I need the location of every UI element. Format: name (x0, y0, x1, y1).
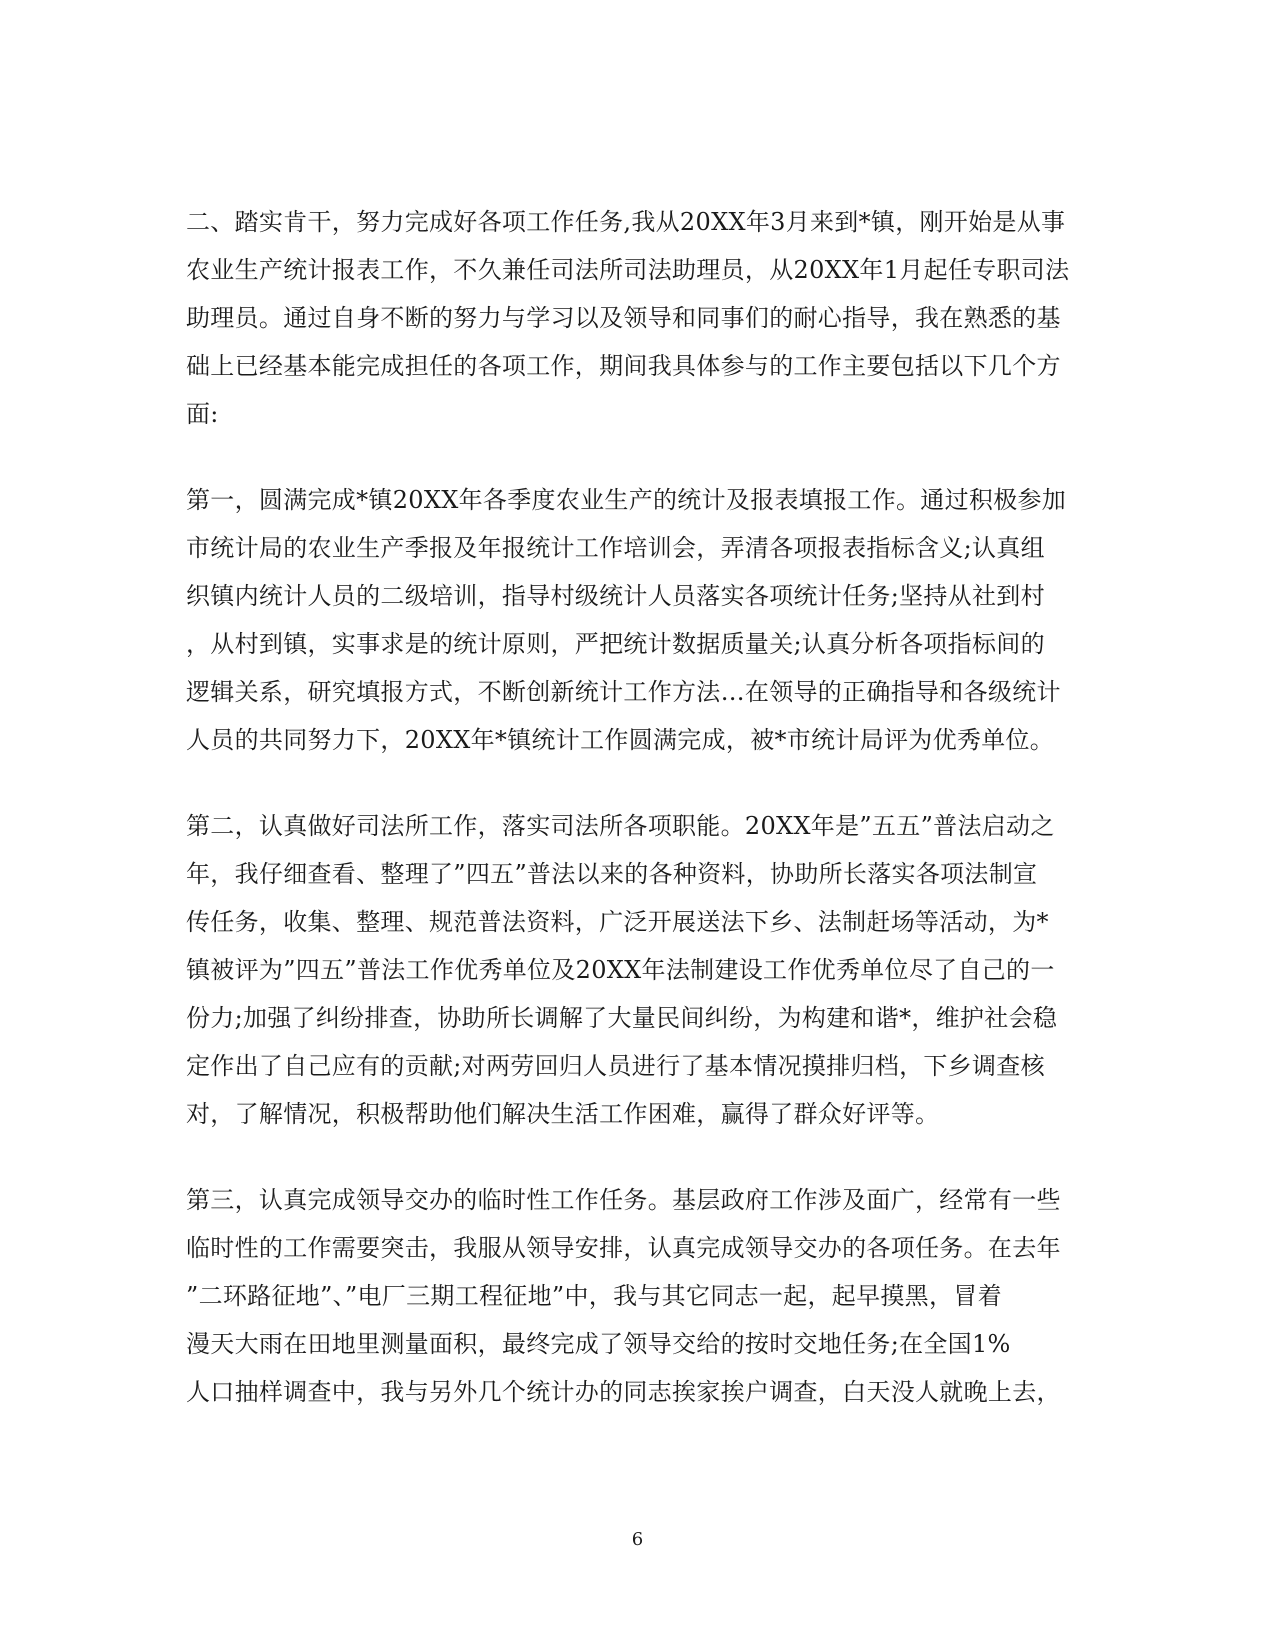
text-line: 份力;加强了纠纷排查，协助所长调解了大量民间纠纷，为构建和谐*，维护社会稳 (186, 1004, 1058, 1032)
text-line: 助理员。通过自身不断的努力与学习以及领导和同事们的耐心指导，我在熟悉的基 (186, 304, 1061, 332)
text-line: 市统计局的农业生产季报及年报统计工作培训会，弄清各项报表指标含义;认真组 (186, 534, 1045, 562)
text-line: 织镇内统计人员的二级培训，指导村级统计人员落实各项统计任务;坚持从社到村 (186, 582, 1045, 610)
text-line: 人员的共同努力下，20XX年*镇统计工作圆满完成，被*市统计局评为优秀单位。 (186, 726, 1055, 754)
text-line: 第一，圆满完成*镇20XX年各季度农业生产的统计及报表填报工作。通过积极参加 (186, 486, 1067, 514)
page-number: 6 (631, 1529, 644, 1550)
text-line: 础上已经基本能完成担任的各项工作，期间我具体参与的工作主要包括以下几个方 (186, 352, 1061, 380)
text-line: 漫天大雨在田地里测量面积，最终完成了领导交给的按时交地任务;在全国1% (186, 1330, 1011, 1358)
text-line: 临时性的工作需要突击，我服从领导安排，认真完成领导交办的各项任务。在去年 (186, 1234, 1061, 1262)
text-line: 人口抽样调查中，我与另外几个统计办的同志挨家挨户调查，白天没人就晚上去， (186, 1378, 1061, 1406)
text-line: 传任务，收集、整理、规范普法资料，广泛开展送法下乡、法制赶场等活动，为* (186, 908, 1049, 936)
text-line: 二、踏实肯干，努力完成好各项工作任务,我从20XX年3月来到*镇，刚开始是从事 (186, 208, 1066, 236)
text-line: 定作出了自己应有的贡献;对两劳回归人员进行了基本情况摸排归档，下乡调查核 (186, 1052, 1045, 1080)
text-line: 年，我仔细查看、整理了”四五”普法以来的各种资料，协助所长落实各项法制宣 (186, 860, 1038, 888)
text-line: 对，了解情况，积极帮助他们解决生活工作困难，赢得了群众好评等。 (186, 1100, 940, 1128)
text-line: 镇被评为”四五”普法工作优秀单位及20XX年法制建设工作优秀单位尽了自己的一 (186, 956, 1055, 984)
text-line: 第二，认真做好司法所工作，落实司法所各项职能。20XX年是”五五”普法启动之 (186, 812, 1055, 840)
text-line: 第三，认真完成领导交办的临时性工作任务。基层政府工作涉及面广，经常有一些 (186, 1186, 1061, 1214)
text-line: ，从村到镇，实事求是的统计原则，严把统计数据质量关;认真分析各项指标间的 (186, 630, 1045, 658)
text-line: 面: (186, 400, 219, 428)
text-line: 逻辑关系，研究填报方式，不断创新统计工作方法…在领导的正确指导和各级统计 (186, 678, 1061, 706)
text-line: ”二环路征地”、”电厂三期工程征地”中，我与其它同志一起，起早摸黑，冒着 (186, 1282, 1002, 1310)
text-line: 农业生产统计报表工作，不久兼任司法所司法助理员，从20XX年1月起任专职司法 (186, 256, 1070, 284)
